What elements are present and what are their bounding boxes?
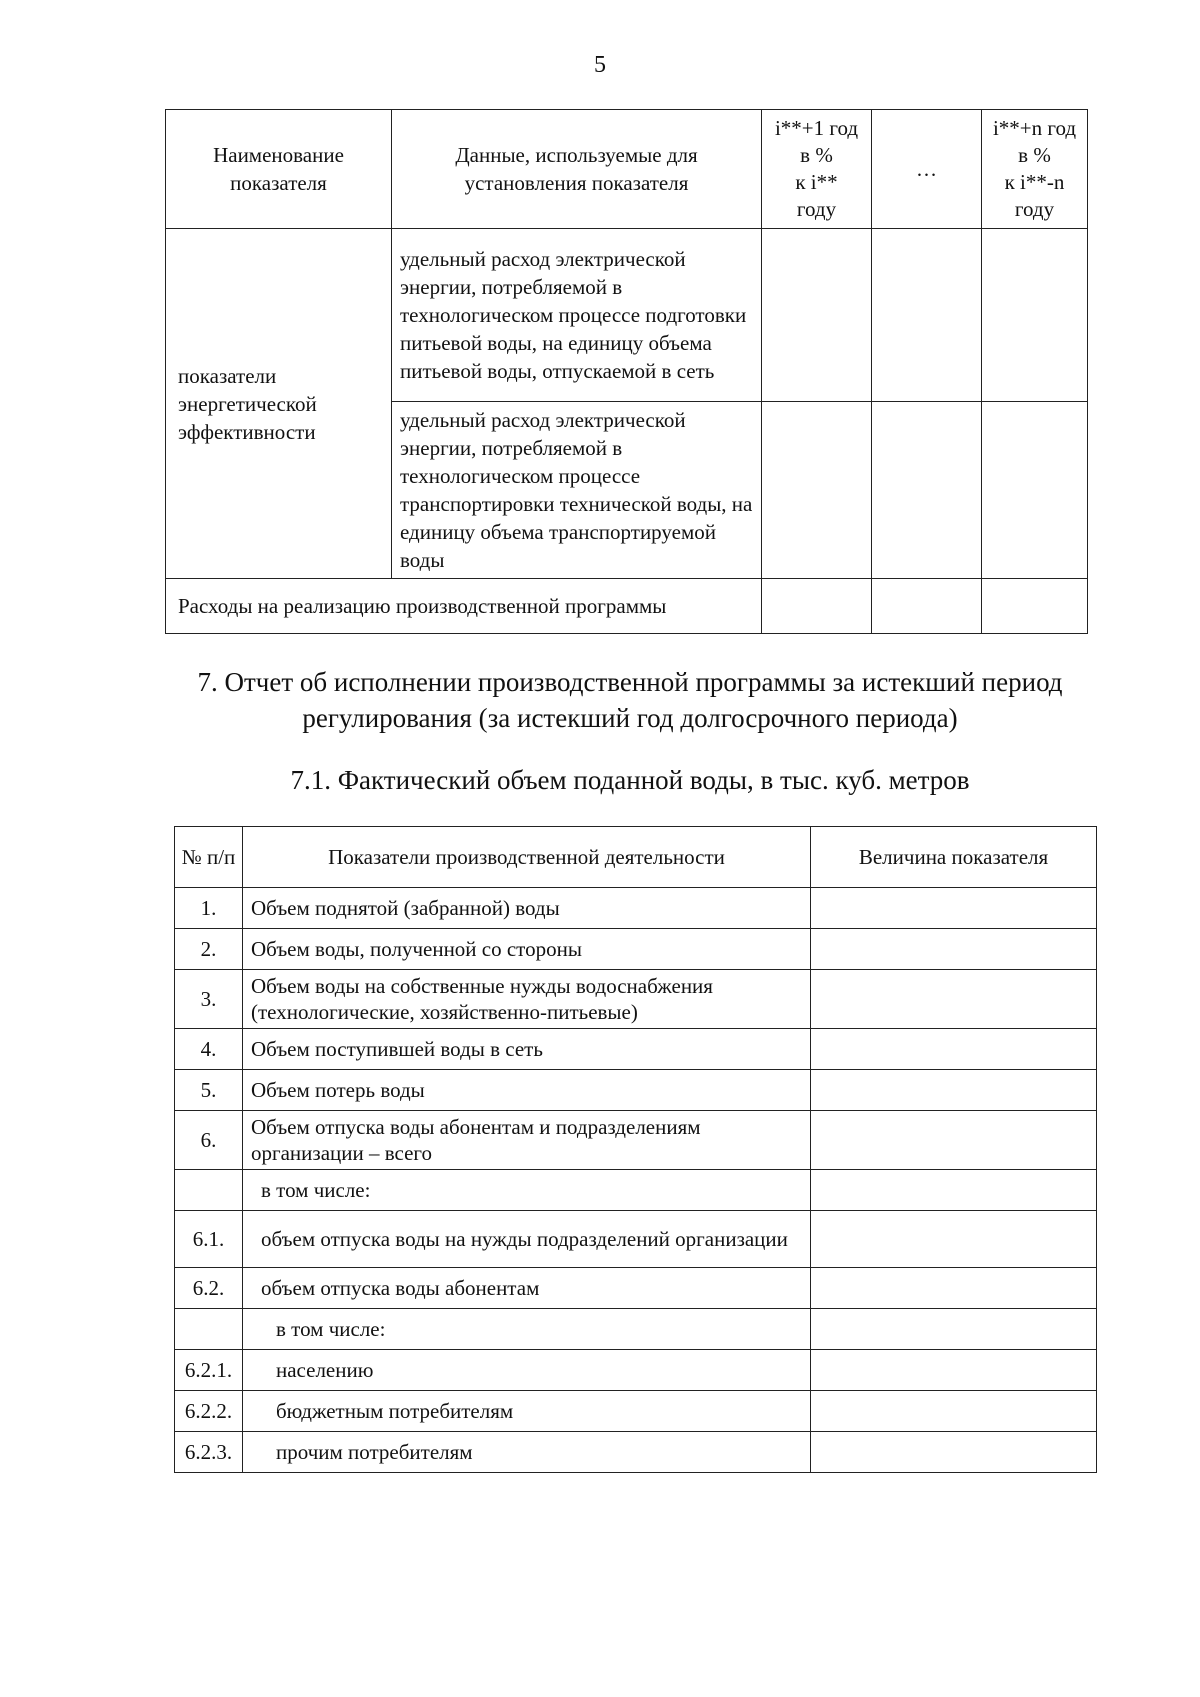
value-cell (982, 579, 1088, 634)
value-cell (811, 1211, 1097, 1268)
row-label: Объем воды на собственные нужды водоснабжения (технологические, хозяйственно-питьевые) (243, 970, 811, 1029)
row-label: бюджетным потребителям (243, 1391, 811, 1432)
row-label: прочим потребителям (243, 1432, 811, 1473)
table-row (175, 1309, 1097, 1350)
row-label: Объем поступившей воды в сеть (243, 1029, 811, 1070)
header-indicator-name: Наименование показателя (166, 110, 392, 229)
value-cell (811, 1029, 1097, 1070)
value-cell (811, 1309, 1097, 1350)
row-label: Объем отпуска воды абонентам и подразделениям организации – всего (243, 1111, 811, 1170)
water-volume-table (174, 826, 1097, 1473)
page-number: 5 (594, 52, 606, 78)
header-indicators: Показатели производственной деятельности (243, 827, 811, 888)
row-label: в том числе: (243, 1170, 811, 1211)
indicator-drinking-water: удельный расход электрической энергии, потребляемой в технологическом процессе подготовки питьевой воды, на единицу объема питьевой воды, отпускаемой в сеть (392, 229, 762, 402)
row-number: 5. (175, 1070, 243, 1111)
value-cell (811, 1170, 1097, 1211)
value-cell (811, 929, 1097, 970)
header-year-1: i**+1 год в % к i** году (762, 110, 872, 229)
value-cell (762, 229, 872, 402)
table-row (175, 929, 1097, 970)
table-row (175, 1432, 1097, 1473)
row-label: Объем воды, полученной со стороны (243, 929, 811, 970)
table-row (175, 888, 1097, 929)
row-number: 3. (175, 970, 243, 1029)
table-header-row (175, 827, 1097, 888)
value-cell (762, 402, 872, 579)
value-cell (872, 402, 982, 579)
value-cell (811, 970, 1097, 1029)
table-row (175, 1111, 1097, 1170)
header-ellipsis: … (872, 110, 982, 229)
row-label: объем отпуска воды абонентам (243, 1268, 811, 1309)
table-row (175, 970, 1097, 1029)
row-number: 6.2.2. (175, 1391, 243, 1432)
table-row (166, 579, 1088, 634)
row-number: 2. (175, 929, 243, 970)
row-label: Объем потерь воды (243, 1070, 811, 1111)
group-label: показатели энергетической эффективности (166, 229, 392, 579)
table-header-row (166, 110, 1088, 229)
value-cell (982, 402, 1088, 579)
row-number: 6.1. (175, 1211, 243, 1268)
header-value: Величина показателя (811, 827, 1097, 888)
expenses-label: Расходы на реализацию производственной программы (166, 579, 762, 634)
row-label: объем отпуска воды на нужды подразделений организации (243, 1211, 811, 1268)
value-cell (982, 229, 1088, 402)
indicator-technical-water: удельный расход электрической энергии, потребляемой в технологическом процессе транспортировки технической воды, на единицу объема транспортируемой воды (392, 402, 762, 579)
value-cell (872, 579, 982, 634)
row-label: в том числе: (243, 1309, 811, 1350)
value-cell (811, 1432, 1097, 1473)
row-number: 6.2.3. (175, 1432, 243, 1473)
row-number: 6. (175, 1111, 243, 1170)
row-number: 1. (175, 888, 243, 929)
value-cell (811, 1070, 1097, 1111)
table-row (175, 1170, 1097, 1211)
value-cell (811, 888, 1097, 929)
table-row (175, 1268, 1097, 1309)
table-row (175, 1070, 1097, 1111)
header-number: № п/п (175, 827, 243, 888)
value-cell (811, 1268, 1097, 1309)
row-label: населению (243, 1350, 811, 1391)
table-row (175, 1029, 1097, 1070)
header-year-n: i**+n год в % к i**-n году (982, 110, 1088, 229)
table-row (175, 1350, 1097, 1391)
energy-efficiency-table (165, 109, 1088, 634)
value-cell (811, 1350, 1097, 1391)
table-row (166, 229, 1088, 402)
value-cell (872, 229, 982, 402)
row-number: 4. (175, 1029, 243, 1070)
value-cell (811, 1111, 1097, 1170)
table-row (175, 1391, 1097, 1432)
subsection-title: 7.1. Фактический объем поданной воды, в тыс. куб. метров (290, 765, 970, 795)
table-row (175, 1211, 1097, 1268)
value-cell (762, 579, 872, 634)
row-number: 6.2.1. (175, 1350, 243, 1391)
section-title: 7. Отчет об исполнении производственной программы за истекший период регулирования (за истекший год долгосрочного периода) (197, 667, 1063, 733)
value-cell (811, 1391, 1097, 1432)
row-number (175, 1170, 243, 1211)
header-data-used: Данные, используемые для установления показателя (392, 110, 762, 229)
row-number: 6.2. (175, 1268, 243, 1309)
row-number (175, 1309, 243, 1350)
row-label: Объем поднятой (забранной) воды (243, 888, 811, 929)
